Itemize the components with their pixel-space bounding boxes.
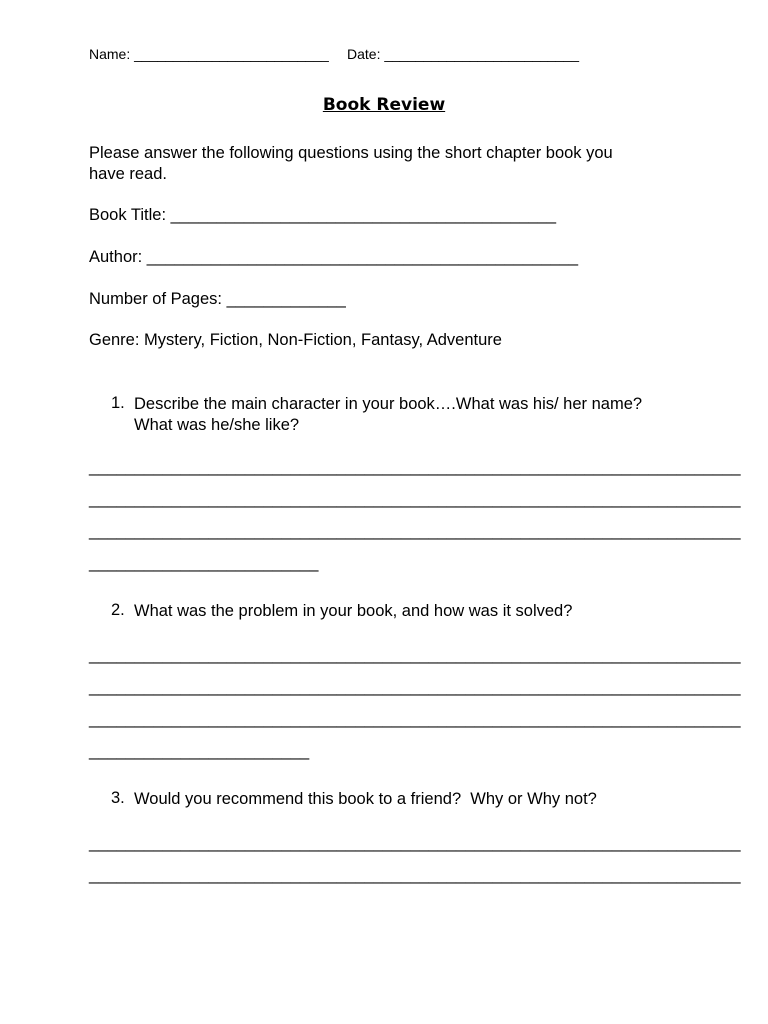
answer-line[interactable]: _______________________________________________________________________ [89,646,741,664]
question-number: 3. [111,789,125,807]
question-number: 2. [111,601,125,619]
answer-line[interactable]: _______________________________________________________________________ [89,834,741,852]
answer-line[interactable]: _______________________________________________________________________ [89,866,741,884]
answer-line[interactable]: _______________________________________________________________________ [89,678,741,696]
book-title-field[interactable]: Book Title: __________________________________________ [89,206,557,224]
instructions-line-1: Please answer the following questions using the short chapter book you [89,144,613,162]
genre-options: Genre: Mystery, Fiction, Non-Fiction, Fantasy, Adventure [89,331,502,349]
answer-line-short[interactable]: _________________________ [89,554,319,572]
question-2-text: What was the problem in your book, and how was it solved? [134,602,573,620]
answer-line[interactable]: _______________________________________________________________________ [89,710,741,728]
question-1-text: Describe the main character in your book….What was his/ her name? [134,395,643,413]
question-number: 1. [111,394,125,412]
answer-line[interactable]: _______________________________________________________________________ [89,458,741,476]
question-3-text: Would you recommend this book to a friend? Why or Why not? [134,790,597,808]
page-title: Book Review [322,95,446,115]
instructions-line-2: have read. [89,165,167,183]
question-1-text-cont: What was he/she like? [134,416,300,434]
answer-line-short[interactable]: ________________________ [89,742,310,760]
author-field[interactable]: Author: _______________________________________________ [89,248,579,266]
answer-line[interactable]: _______________________________________________________________________ [89,490,741,508]
pages-field[interactable]: Number of Pages: _____________ [89,290,346,308]
answer-line[interactable]: _______________________________________________________________________ [89,522,741,540]
date-field[interactable]: Date: _________________________ [347,46,580,62]
name-field[interactable]: Name: _________________________ [89,46,329,62]
